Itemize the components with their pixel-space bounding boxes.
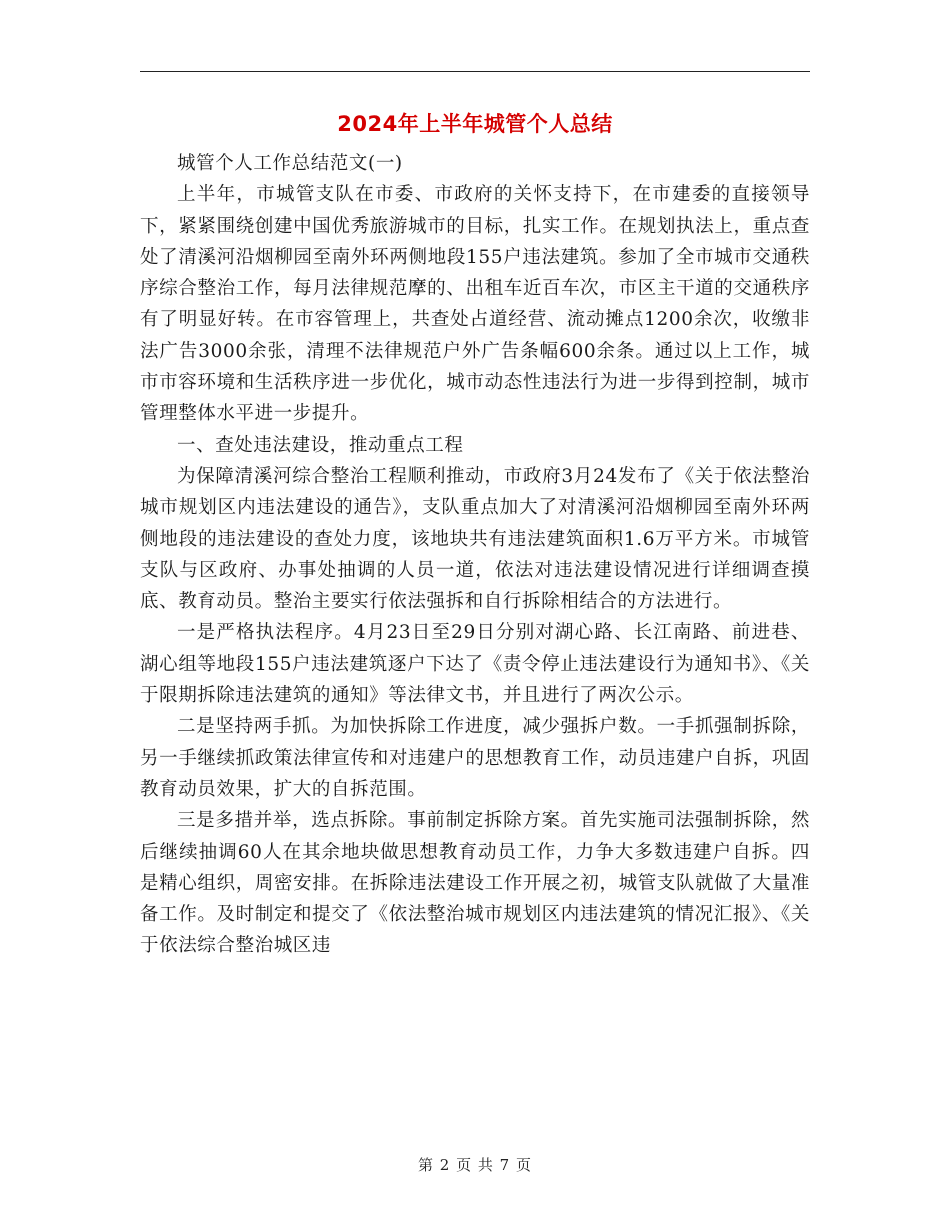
page-number-label: 第 2 页 共 7 页 — [418, 1156, 532, 1174]
page-footer — [140, 1154, 810, 1175]
paragraph-point-2: 二是坚持两手抓。为加快拆除工作进度，减少强拆户数。一手抓强制拆除，另一手继续抓政策法律宣传和对违建户的思想教育工作，动员违建户自拆，巩固教育动员效果，扩大的自拆范围。 — [140, 716, 810, 800]
document-title: 2024年上半年城管个人总结 — [337, 112, 613, 136]
paragraph-section-1: 为保障清溪河综合整治工程顺利推动，市政府3月24发布了《关于依法整治城市规划区内违法建设的通告》，支队重点加大了对清溪河沿烟柳园至南外环两侧地段的违法建设的查处力度，该地块共有违法建筑面积1.6万平方米。市城管支队与区政府、办事处抽调的人员一道，依法对违法建设情况进行详细调查摸底、教育动员。整治主要实行依法强拆和自行拆除相结合的方法进行。 — [140, 465, 810, 613]
paragraph-subtitle: 城管个人工作总结范文(一) — [177, 153, 403, 174]
section-heading-1: 一、查处违法建设，推动重点工程 — [177, 434, 464, 456]
paragraph-point-1: 一是严格执法程序。4月23日至29日分别对湖心路、长江南路、前进巷、湖心组等地段155户违法建筑逐户下达了《责令停止违法建设行为通知书》、《关于限期拆除违法建筑的通知》等法律文书，并且进行了两次公示。 — [140, 622, 810, 707]
header-rule — [140, 71, 810, 72]
document-body — [140, 148, 810, 962]
paragraph-overview: 上半年，市城管支队在市委、市政府的关怀支持下，在市建委的直接领导下，紧紧围绕创建中国优秀旅游城市的目标，扎实工作。在规划执法上，重点查处了清溪河沿烟柳园至南外环两侧地段155户违法建筑。参加了全市城市交通秩序综合整治工作，每月法律规范摩的、出租车近百车次，市区主干道的交通秩序有了明显好转。在市容管理上，共查处占道经营、流动摊点1200余次，收缴非法广告3000余张，清理不法律规范户外广告条幅600余条。通过以上工作，城市市容环境和生活秩序进一步优化，城市动态性违法行为进一步得到控制，城市管理整体水平进一步提升。 — [140, 184, 810, 425]
paragraph-point-3: 三是多措并举，选点拆除。事前制定拆除方案。首先实施司法强制拆除，然后继续抽调60人在其余地块做思想教育动员工作，力争大多数违建户自拆。四是精心组织，周密安排。在拆除违法建设工作开展之初，城管支队就做了大量准备工作。及时制定和提交了《依法整治城市规划区内违法建筑的情况汇报》、《关于依法综合整治城区违 — [140, 810, 810, 957]
